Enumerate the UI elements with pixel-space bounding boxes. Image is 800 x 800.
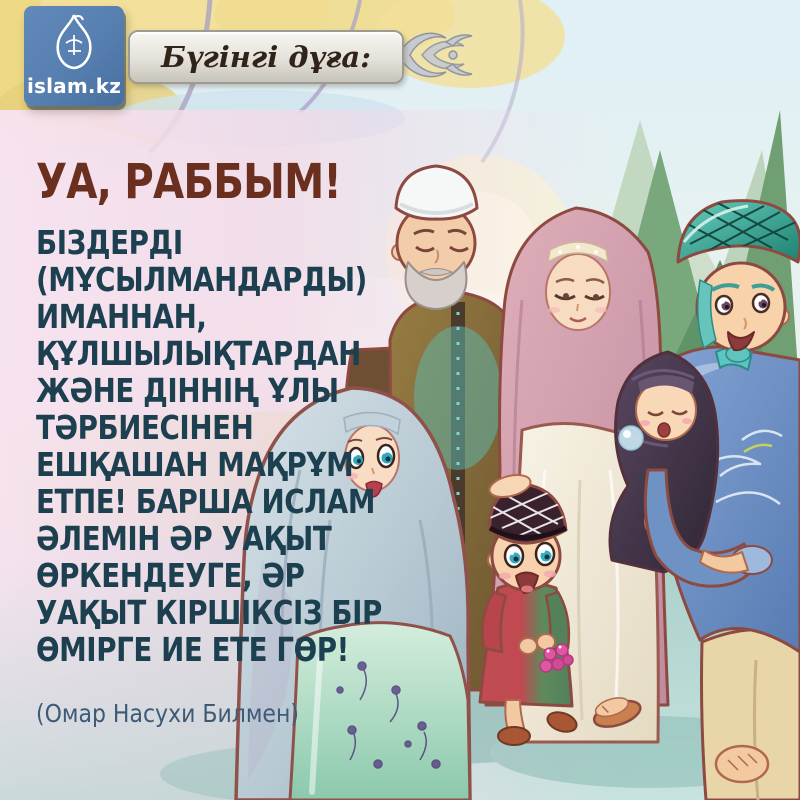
prayer-line: УАҚЫТ КІРШІКСІЗ БІР [36,593,382,632]
prayer-line: БІЗДЕРДІ [36,223,183,262]
prayer-attribution: (Омар Насухи Билмен) [36,699,299,728]
arabesque-flourish-icon [394,22,478,88]
logo-text: islam.kz [26,74,122,98]
prayer-line: ЕТПЕ! БАРША ИСЛАМ [36,482,375,521]
prayer-text-block [36,224,466,668]
islam-kz-logo [24,6,124,106]
prayer-line: ЖӘНЕ ДІННІҢ ҰЛЫ [36,371,339,410]
prayer-heading: УА, РАББЫМ! [36,154,341,210]
prayer-line: ТӘРБИЕСІНЕН [36,408,254,447]
prayer-line: ӨРКЕНДЕУГЕ, ӘР [36,556,305,595]
prayer-line: ИМАННАН, [36,297,207,336]
prayer-line: ӘЛЕМІН ӘР УАҚЫТ [36,519,332,558]
father-hand [716,746,768,782]
banner-ribbon [128,30,404,84]
logo-drop-calligraphy-icon [44,13,104,75]
mother-face [546,254,610,330]
prayer-line: ӨМІРГЕ ИЕ ЕТЕ ГӨР! [36,630,349,669]
sleep-bubble [619,426,643,450]
baby-open-mouth [658,423,670,437]
prayer-line: ЕШҚАШАН МАҚРҰМ [36,445,354,484]
prayer-line: (МҰСЫЛМАНДАРДЫ) [36,260,367,299]
banner-title: Бүгінгі дұға: [161,40,371,74]
prayer-line: ҚҰЛШЫЛЫҚТАРДАН [36,334,361,373]
boy-shoe [498,727,530,745]
